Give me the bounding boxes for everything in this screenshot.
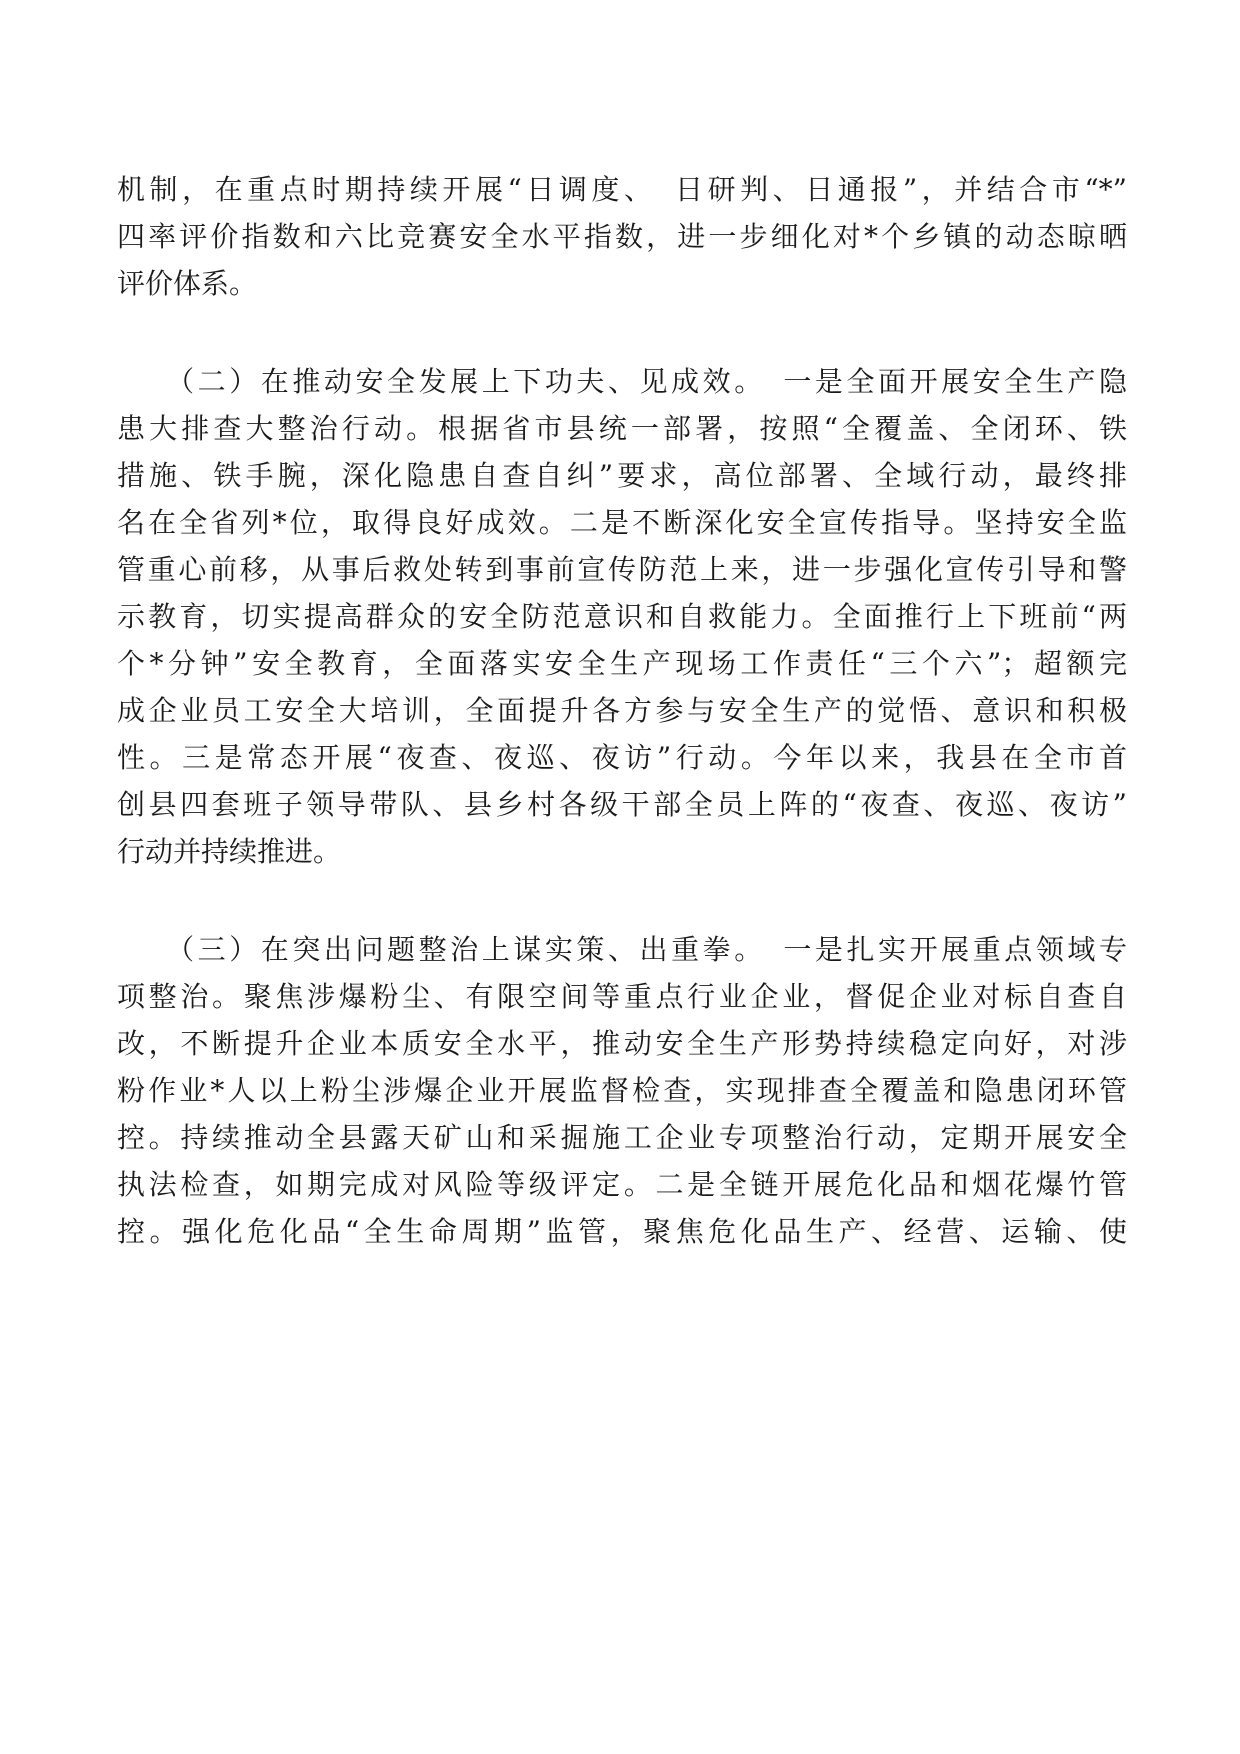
text-line: 示教育，切实提高群众的安全防范意识和自救能力。全面推行上下班前“两	[117, 600, 1127, 633]
text-line: 个*分钟”安全教育，全面落实安全生产现场工作责任“三个六”；超额完	[117, 647, 1127, 680]
text-line: 成企业员工安全大培训，全面提升各方参与安全生产的觉悟、意识和积极	[117, 694, 1127, 727]
text-line: 控。强化危化品“全生命周期”监管，聚焦危化品生产、经营、运输、使	[117, 1215, 1127, 1248]
text-line: 措施、铁手腕，深化隐患自查自纠”要求，高位部署、全域行动，最终排	[117, 459, 1127, 492]
text-line: 项整治。聚焦涉爆粉尘、有限空间等重点行业企业，督促企业对标自查自	[117, 980, 1127, 1013]
paragraph-mechanism	[117, 166, 1127, 307]
text-line: 性。三是常态开展“夜查、夜巡、夜访”行动。今年以来，我县在全市首	[117, 741, 1127, 774]
text-line: 管重心前移，从事后救处转到事前宣传防范上来，进一步强化宣传引导和警	[117, 553, 1127, 586]
text-line: （三）在突出问题整治上谋实策、出重拳。 一是扎实开展重点领域专	[117, 933, 1127, 966]
paragraph-section-3	[117, 926, 1127, 1255]
document-body	[117, 166, 1127, 1255]
text-line: 名在全省列*位，取得良好成效。二是不断深化安全宣传指导。坚持安全监	[117, 506, 1127, 539]
text-line: 执法检查，如期完成对风险等级评定。二是全链开展危化品和烟花爆竹管	[117, 1168, 1127, 1201]
text-line: 改，不断提升企业本质安全水平，推动安全生产形势持续稳定向好，对涉	[117, 1027, 1127, 1060]
text-line: 患大排查大整治行动。根据省市县统一部署，按照“全覆盖、全闭环、铁	[117, 412, 1127, 445]
paragraph-spacer	[117, 875, 1127, 926]
text-line: （二）在推动安全发展上下功夫、见成效。 一是全面开展安全生产隐	[117, 365, 1127, 398]
text-line: 控。持续推动全县露天矿山和采掘施工企业专项整治行动，定期开展安全	[117, 1121, 1127, 1154]
text-line: 创县四套班子领导带队、县乡村各级干部全员上阵的“夜查、夜巡、夜访”	[117, 788, 1127, 821]
text-line: 四率评价指数和六比竞赛安全水平指数，进一步细化对*个乡镇的动态晾晒	[117, 220, 1127, 253]
paragraph-section-2	[117, 358, 1127, 875]
text-line: 粉作业*人以上粉尘涉爆企业开展监督检查，实现排查全覆盖和隐患闭环管	[117, 1074, 1127, 1107]
text-line: 机制，在重点时期持续开展“日调度、 日研判、日通报”，并结合市“*”	[117, 173, 1127, 206]
text-line: 行动并持续推进。	[117, 835, 342, 868]
text-line: 评价体系。	[117, 267, 258, 300]
paragraph-spacer	[117, 307, 1127, 358]
